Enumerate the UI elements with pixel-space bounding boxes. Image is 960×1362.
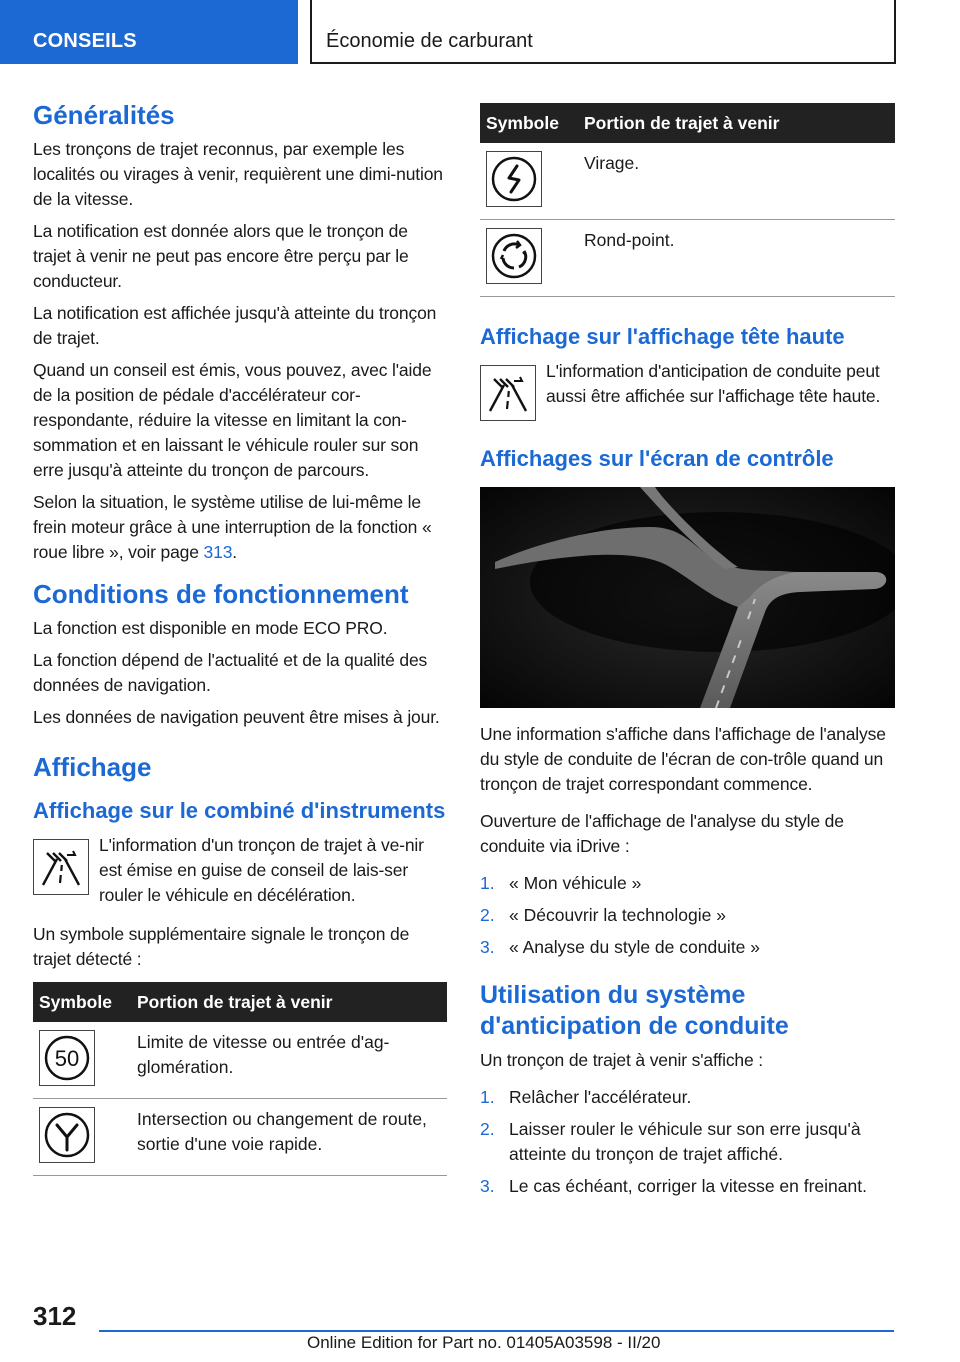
footer-divider [99,1330,894,1332]
heading-hud: Affichage sur l'affichage tête haute [480,324,845,349]
road-display-image [480,487,895,708]
table-row [33,1022,447,1099]
usage-steps [480,1085,895,1199]
table-cell: Intersection ou changement de route, sortie d'une voie rapide. [131,1099,447,1176]
paragraph: La notification est donnée alors que le tronçon de trajet à venir ne peut pas encore être perçu par le conducteur. [33,221,409,291]
chapter-tab[interactable] [310,0,896,64]
anticipation-icon [33,839,89,895]
paragraph: Quand un conseil est émis, vous pouvez, avec l'aide de la position de pédale d'accélérateur cor-respondante, réduire la vitesse en limitant la con-sommation et en laissant le véhicule rouler sur son erre jusqu'à atteinte du tronçon de parcours. [33,360,432,480]
section-tab[interactable] [0,0,298,64]
curve-icon [486,151,542,207]
paragraph: Un symbole supplémentaire signale le tronçon de trajet détecté : [33,924,410,969]
heading-generalites: Généralités [33,100,175,130]
page-header [0,0,960,66]
chapter-label: Économie de carburant [326,30,533,52]
page-link[interactable]: 313 [203,542,233,562]
combine-note [33,833,447,908]
list-item: 3. « Analyse du style de conduite » [480,937,761,957]
list-item: 2. « Découvrir la technologie » [480,905,726,925]
paragraph: Les tronçons de trajet reconnus, par exemple les localités ou virages à venir, requièrent une dimi-nution de la vitesse. [33,139,443,209]
hud-text: L'information d'anticipation de conduite peut aussi être affichée sur l'affichage tête haute. [546,361,881,406]
heading-ecran: Affichages sur l'écran de contrôle [480,446,834,471]
symbol-table-right [480,103,895,297]
roundabout-icon [486,228,542,284]
table-header-symbol: Symbole [33,982,131,1022]
page-number: 312 [33,1301,77,1331]
paragraph: La fonction dépend de l'actualité et de la qualité des données de navigation. [33,650,428,695]
heading-affichage: Affichage [33,752,152,782]
paragraph: Un tronçon de trajet à venir s'affiche : [480,1050,764,1070]
sign-number: 50 [54,1046,80,1071]
table-cell: Rond-point. [578,220,895,297]
heading-conditions: Conditions de fonctionnement [33,579,409,609]
paragraph: Ouverture de l'affichage de l'analyse du style de conduite via iDrive : [480,811,844,856]
anticipation-icon [480,365,536,421]
paragraph [33,490,447,565]
table-row [33,1099,447,1176]
list-item: 1. Relâcher l'accélérateur. [480,1087,692,1107]
table-cell: Virage. [578,143,895,220]
table-header-symbol: Symbole [480,103,578,143]
table-header-row [33,982,447,1022]
table-row [480,220,895,297]
idrive-steps [480,871,895,960]
speed-limit-50-icon [39,1030,95,1086]
paragraph: La notification est affichée jusqu'à atteinte du tronçon de trajet. [33,303,437,348]
table-header-portion: Portion de trajet à venir [578,103,895,143]
hud-note [480,359,895,421]
edition-text: Online Edition for Part no. 01405A03598 - II/20 [307,1333,661,1352]
left-column [33,100,447,1176]
heading-utilisation: Utilisation du système d'anticipation de conduite [480,981,789,1040]
section-label: CONSEILS [33,30,137,52]
paragraph-text: Selon la situation, le système utilise de lui-même le frein moteur grâce à une interruption de la fonction « roue libre », voir page [33,492,432,562]
list-item: 1. « Mon véhicule » [480,873,642,893]
heading-combine: Affichage sur le combiné d'instruments [33,798,446,823]
table-cell: Limite de vitesse ou entrée d'ag-glomération. [131,1022,447,1099]
paragraph: Les données de navigation peuvent être mises à jour. [33,707,440,727]
table-row [480,143,895,220]
intersection-icon [39,1107,95,1163]
paragraph: La fonction est disponible en mode ECO PRO. [33,618,388,638]
paragraph-text: . [232,542,237,562]
list-item: 2. Laisser rouler le véhicule sur son erre jusqu'à atteinte du tronçon de trajet affiché. [480,1119,861,1164]
right-column [480,103,895,1211]
paragraph: Une information s'affiche dans l'affichage de l'analyse du style de conduite de l'écran de con-trôle quand un tronçon de trajet correspondant commence. [480,724,886,794]
symbol-table-left [33,982,447,1176]
table-header-row [480,103,895,143]
combine-text: L'information d'un tronçon de trajet à ve-nir est émise en guise de conseil de lais-ser rouler le véhicule en décélération. [99,835,424,905]
table-header-portion: Portion de trajet à venir [131,982,447,1022]
list-item: 3. Le cas échéant, corriger la vitesse en freinant. [480,1176,867,1196]
